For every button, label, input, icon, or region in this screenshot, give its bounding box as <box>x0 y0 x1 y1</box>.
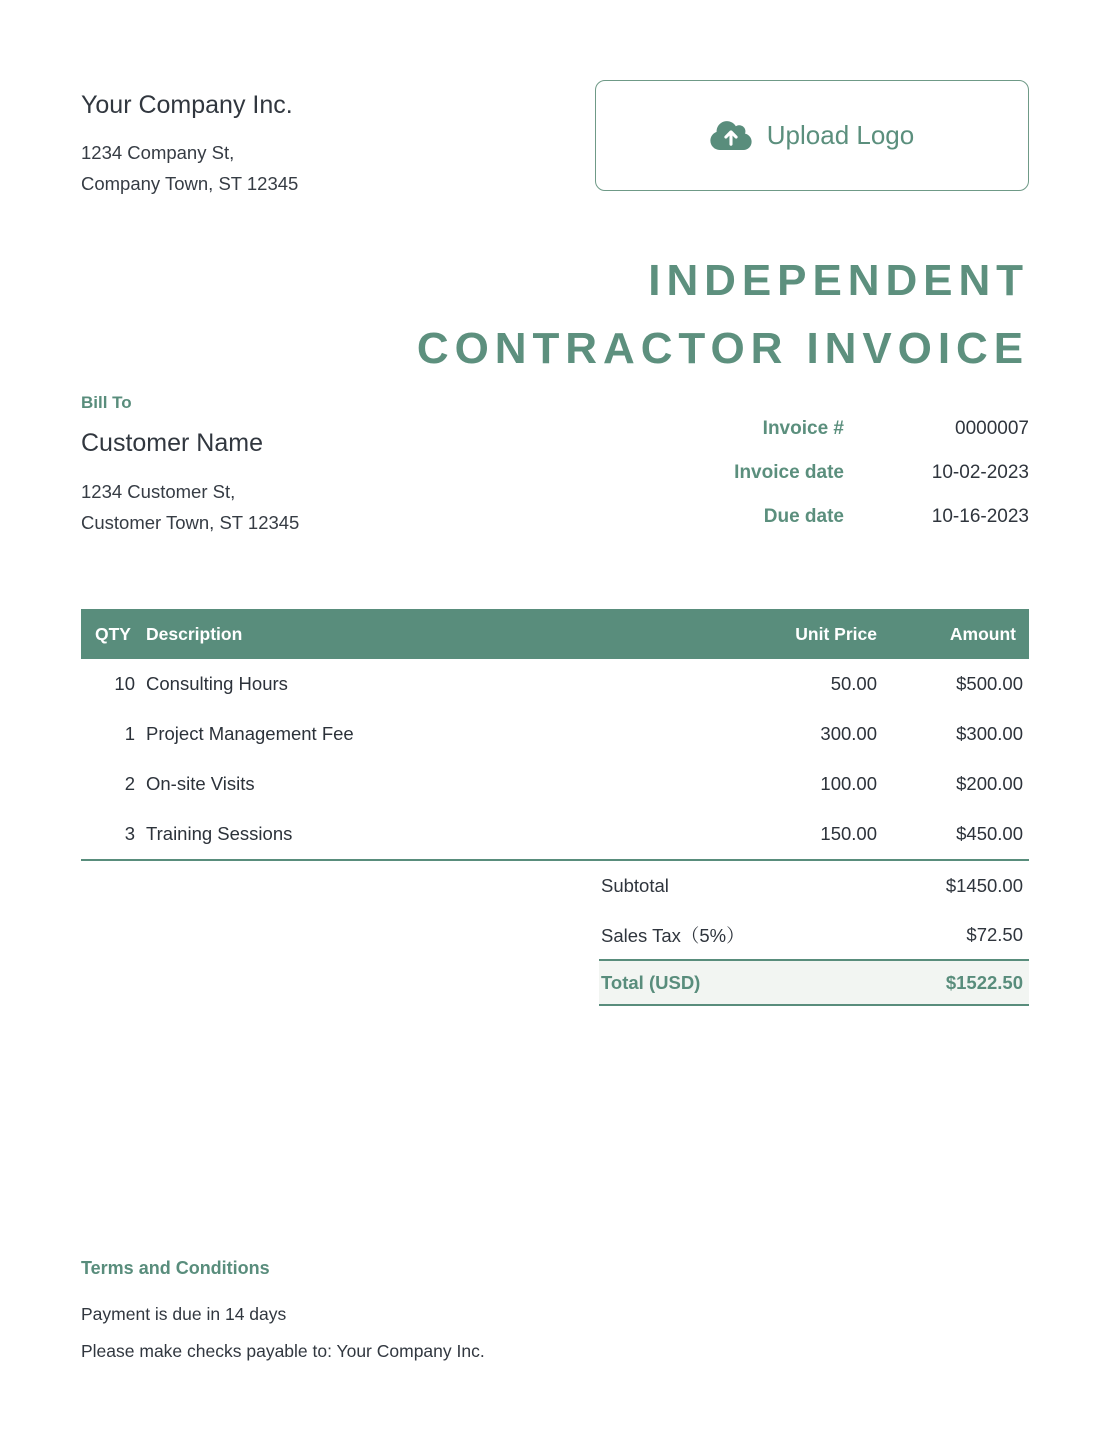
customer-address <box>81 476 299 538</box>
due-date-row <box>634 495 1029 539</box>
customer-name: Customer Name <box>81 429 263 457</box>
subtotal-row <box>599 861 1029 910</box>
cell-amount: $300.00 <box>956 723 1023 744</box>
sales-tax-value: $72.50 <box>966 923 1023 945</box>
invoice-number-value: 0000007 <box>955 418 1029 439</box>
cell-unit-price: 300.00 <box>820 723 877 744</box>
customer-address-line2: Customer Town, ST 12345 <box>81 512 300 533</box>
subtotal-value: $1450.00 <box>945 874 1023 896</box>
cell-amount: $200.00 <box>956 773 1023 794</box>
header-description: Description <box>146 623 243 644</box>
cloud-upload-icon <box>710 119 752 152</box>
upload-logo-label: Upload Logo <box>766 120 915 150</box>
header-qty: QTY <box>95 623 131 644</box>
company-address-line1: 1234 Company St, <box>81 142 235 163</box>
company-block <box>81 80 298 199</box>
due-date-value: 10-16-2023 <box>931 506 1029 527</box>
info-row <box>81 393 1029 539</box>
sales-tax-label: Sales Tax（5%） <box>601 924 745 946</box>
cell-unit-price: 150.00 <box>820 823 877 844</box>
invoice-meta <box>634 407 1029 539</box>
cell-description: Training Sessions <box>146 823 293 844</box>
header-row <box>81 0 1029 199</box>
table-row <box>81 809 1029 859</box>
company-name: Your Company Inc. <box>81 91 293 119</box>
invoice-number-label: Invoice # <box>762 418 844 439</box>
sales-tax-row <box>599 910 1029 959</box>
cell-description: Consulting Hours <box>146 673 288 694</box>
cell-description: Project Management Fee <box>146 723 354 744</box>
cell-unit-price: 100.00 <box>820 773 877 794</box>
terms-block <box>81 1258 1029 1370</box>
table-row <box>81 759 1029 809</box>
bill-to-block <box>81 393 299 539</box>
cell-amount: $450.00 <box>956 823 1023 844</box>
bill-to-label: Bill To <box>81 393 132 412</box>
items-table <box>81 609 1029 861</box>
invoice-date-value: 10-02-2023 <box>931 462 1029 483</box>
table-row <box>81 659 1029 709</box>
items-table-body <box>81 659 1029 861</box>
items-table-header <box>81 609 1029 659</box>
company-address-line2: Company Town, ST 12345 <box>81 173 299 194</box>
upload-logo-button[interactable] <box>595 80 1029 191</box>
subtotal-label: Subtotal <box>601 874 669 896</box>
cell-amount: $500.00 <box>956 673 1023 694</box>
terms-line1: Payment is due in 14 days <box>81 1304 287 1324</box>
company-address <box>81 137 298 199</box>
cell-qty: 2 <box>124 773 135 794</box>
cell-description: On-site Visits <box>146 773 255 794</box>
terms-title: Terms and Conditions <box>81 1258 270 1278</box>
cell-qty: 10 <box>114 673 135 694</box>
due-date-label: Due date <box>763 506 844 527</box>
invoice-number-row <box>634 407 1029 451</box>
invoice-title-line2: CONTRACTOR INVOICE <box>416 324 1029 373</box>
table-row <box>81 709 1029 759</box>
invoice-date-label: Invoice date <box>734 462 844 483</box>
totals-block <box>599 861 1029 1006</box>
header-unit-price: Unit Price <box>795 623 877 644</box>
cell-qty: 1 <box>124 723 135 744</box>
customer-address-line1: 1234 Customer St, <box>81 481 236 502</box>
total-row <box>599 959 1029 1006</box>
total-value: $1522.50 <box>945 971 1023 993</box>
invoice-title <box>81 247 1029 383</box>
total-label: Total (USD) <box>601 971 701 993</box>
cell-unit-price: 50.00 <box>830 673 877 694</box>
invoice-date-row <box>634 451 1029 495</box>
terms-line2: Please make checks payable to: Your Company Inc. <box>81 1341 485 1361</box>
cell-qty: 3 <box>124 823 135 844</box>
header-amount: Amount <box>949 623 1016 644</box>
invoice-title-line1: INDEPENDENT <box>648 256 1029 305</box>
